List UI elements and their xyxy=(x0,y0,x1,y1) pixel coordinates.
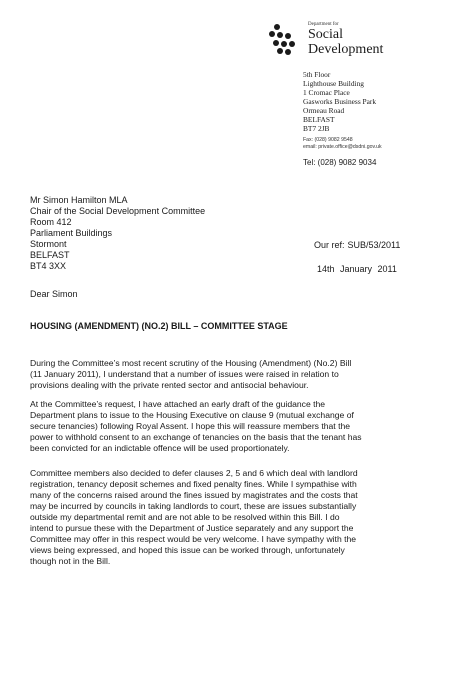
paragraph-line: Committee may offer in this respect would be very welcome. I have sympathy with the xyxy=(30,534,357,544)
department-logo xyxy=(268,22,418,62)
our-reference-value: SUB/53/2011 xyxy=(347,240,401,250)
paragraph-line: (11 January 2011), I understand that a number of issues were raised in relation to xyxy=(30,369,339,379)
paragraph-line: though not in the Bill. xyxy=(30,556,111,566)
paragraph-line: many of the concerns raised around the fines issued by magistrates and the costs that xyxy=(30,490,358,500)
sender-address-line: 1 Cromac Place xyxy=(303,88,350,97)
sender-address-line: Lighthouse Building xyxy=(303,79,364,88)
letter-date: 14th January 2011 xyxy=(317,264,397,274)
body-paragraph-3 xyxy=(30,468,440,567)
sender-contact xyxy=(303,137,448,151)
our-reference-label: Our ref: xyxy=(314,240,345,250)
department-name xyxy=(308,27,383,57)
paragraph-line: may be incurred by councils in taking landlords to court, these are issues substantially xyxy=(30,501,357,511)
paragraph-line: registration, tenancy deposit schemes and fixed penalty fines. While I sympathise with xyxy=(30,479,357,489)
paragraph-line: intend to pursue these with the Department of Justice separately and any support the xyxy=(30,523,354,533)
department-name-line-2: Development xyxy=(308,42,384,57)
paragraph-line: views being expressed, and hoped this issue can be worked through, unfortunately xyxy=(30,545,345,555)
subject-heading: HOUSING (AMENDMENT) (NO.2) BILL – COMMITTEE STAGE xyxy=(30,321,288,331)
recipient-line: Chair of the Social Development Committee xyxy=(30,206,206,216)
sender-address-line: Gasworks Business Park xyxy=(303,97,377,106)
paragraph-line: secure tenancies) following Royal Assent. I hope this will reassure members that the xyxy=(30,421,351,431)
sender-fax: Fax: (028) 9082 9548 xyxy=(303,137,353,143)
department-name-line-1: Social xyxy=(308,27,343,42)
paragraph-line: Department plans to issue to the Housing Executive on clause 9 (mutual exchange of xyxy=(30,410,354,420)
sender-email: email: private.office@dsdni.gov.uk xyxy=(303,144,382,150)
sender-address-line: Ormeau Road xyxy=(303,106,345,115)
paragraph-line: At the Committee’s request, I have attached an early draft of the guidance the xyxy=(30,399,326,409)
paragraph-line: During the Committee’s most recent scrutiny of the Housing (Amendment) (No.2) Bill xyxy=(30,358,352,368)
department-emblem-icon xyxy=(268,22,300,56)
recipient-line: Room 412 xyxy=(30,217,72,227)
paragraph-line: provisions dealing with the private rented sector and antisocial behaviour. xyxy=(30,380,309,390)
paragraph-line: power to withhold consent to an exchange of tenancies on the basis that the tenant has xyxy=(30,432,362,442)
our-reference xyxy=(314,240,403,250)
body-paragraph-2 xyxy=(30,399,440,454)
recipient-line: Stormont xyxy=(30,239,67,249)
paragraph-line: been convicted for an indictable offence will be used proportionately. xyxy=(30,443,290,453)
recipient-line: BELFAST xyxy=(30,250,70,260)
body-paragraph-1 xyxy=(30,358,440,391)
paragraph-line: Committee members also decided to defer clauses 2, 5 and 6 which deal with landlord xyxy=(30,468,358,478)
salutation: Dear Simon xyxy=(30,289,78,299)
recipient-address-block xyxy=(30,195,205,272)
sender-address-line: 5th Floor xyxy=(303,70,331,79)
sender-telephone: Tel: (028) 9082 9034 xyxy=(303,158,377,167)
sender-address-line: BELFAST xyxy=(303,115,335,124)
sender-address-block xyxy=(303,70,448,167)
department-prefix: Department for xyxy=(308,22,339,27)
recipient-line: Mr Simon Hamilton MLA xyxy=(30,195,128,205)
paragraph-line: outside my departmental remit and are not able to be resolved within this Bill. I do xyxy=(30,512,340,522)
recipient-line: BT4 3XX xyxy=(30,261,67,271)
recipient-line: Parliament Buildings xyxy=(30,228,113,238)
sender-address-line: BT7 2JB xyxy=(303,124,330,133)
